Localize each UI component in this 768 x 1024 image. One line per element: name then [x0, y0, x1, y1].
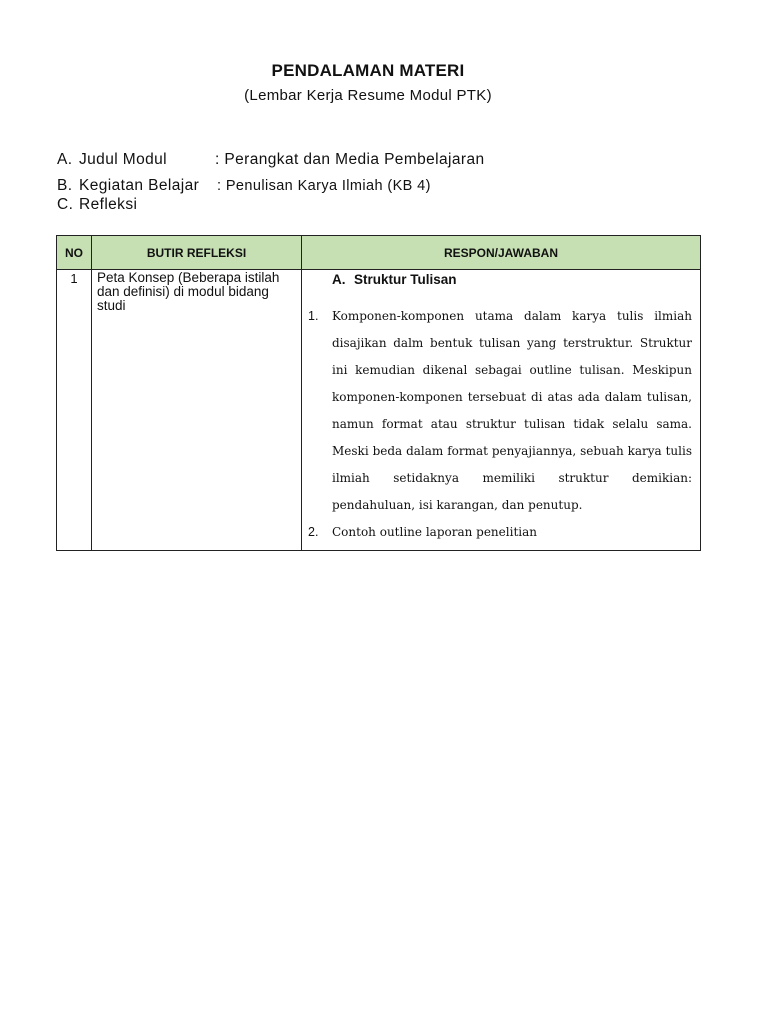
table-header-row: [57, 236, 701, 270]
meta-judul-modul: [57, 151, 485, 169]
meta-label: Refleksi: [79, 196, 138, 213]
header-butir-refleksi: BUTIR REFLEKSI: [92, 236, 302, 270]
section-heading: [332, 272, 692, 294]
section-letter: A.: [332, 272, 346, 287]
section-heading-text: Struktur Tulisan: [354, 272, 457, 287]
cell-butir-refleksi: Peta Konsep (Beberapa istilah dan definisi) di modul bidang studi: [92, 270, 302, 551]
header-respon-jawaban: RESPON/JAWABAN: [302, 236, 701, 270]
meta-refleksi: [57, 196, 137, 214]
page-title: PENDALAMAN MATERI: [271, 61, 465, 80]
list-item: [308, 519, 692, 546]
table-row: [57, 270, 701, 551]
meta-kegiatan-belajar: [57, 177, 431, 195]
list-item-number: 2.: [308, 525, 319, 539]
meta-label: Judul Modul: [79, 151, 167, 168]
list-item-number: 1.: [308, 309, 319, 323]
reflection-table: [56, 235, 701, 551]
response-list: [308, 303, 692, 546]
meta-letter: C.: [57, 196, 74, 213]
list-item-text: Komponen-komponen utama dalam karya tulis ilmiah disajikan dalm bentuk tulisan yang terstruktur. Struktur ini kemudian dikenal sebagai outline tulisan. Meskipun komponen-komponen tersebuat di atas ada dalam tulisan, namun format atau struktur tulisan tidak selalu sama. Meski beda dalam format penyajiannya, sebuah karya tulis ilmiah setidaknya memiliki struktur demikian: pendahuluan, isi karangan, dan penutup.: [332, 309, 692, 512]
cell-no: 1: [57, 270, 92, 551]
meta-letter: B.: [57, 177, 73, 194]
meta-value: : Perangkat dan Media Pembelajaran: [215, 151, 485, 168]
meta-letter: A.: [57, 151, 73, 168]
page-subtitle: (Lembar Kerja Resume Modul PTK): [244, 87, 492, 104]
list-item-text: Contoh outline laporan penelitian: [332, 525, 537, 539]
meta-value: : Penulisan Karya Ilmiah (KB 4): [217, 178, 431, 194]
meta-label: Kegiatan Belajar: [79, 177, 200, 194]
list-item: [308, 303, 692, 519]
header-no: NO: [57, 236, 92, 270]
cell-respon-jawaban: [302, 270, 701, 551]
